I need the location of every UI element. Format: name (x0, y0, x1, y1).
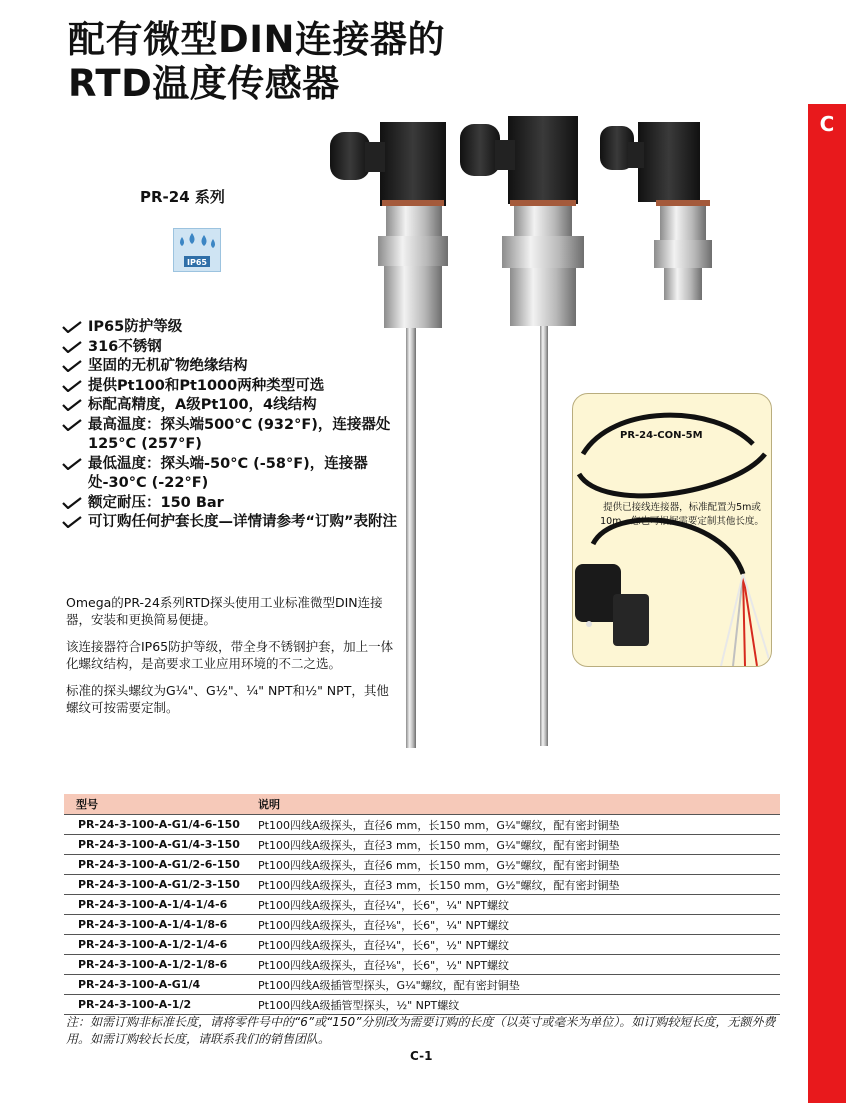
header-model: 型号 (64, 794, 246, 815)
checkmark-icon (62, 419, 82, 431)
checkmark-icon (62, 341, 82, 353)
title-line-1: 配有微型DIN连接器的 (68, 18, 445, 61)
paragraph: Omega的PR-24系列RTD探头使用工业标准微型DIN连接器，安装和更换简易便捷。 (66, 595, 383, 627)
table-row (64, 935, 780, 955)
model-cell: PR-24-3-100-A-1/4-1/4-6 (64, 895, 246, 915)
model-cell: PR-24-3-100-A-G1/4 (64, 975, 246, 995)
description-cell: Pt100四线A级探头，直径6 mm，长150 mm，G¼"螺纹，配有密封铜垫 (246, 815, 780, 835)
inset-description: 提供已接线连接器，标准配置为5m或10m。您也可根据需要定制其他长度。 (600, 502, 764, 527)
feature-item: 标配高精度，A级Pt100，4线结构 (62, 396, 402, 416)
table-note: 注：如需订购非标准长度，请将零件号中的“6”或“150”分别改为需要订购的长度（以英寸或毫米为单位）。如订购较短长度，无额外费用。如需订购较长长度，请联系我们的销售团队。 (66, 1015, 776, 1046)
checkmark-icon (62, 497, 82, 509)
description-cell: Pt100四线A级探头，直径⅛"，长6"，¼" NPT螺纹 (246, 915, 780, 935)
series-label: PR-24 系列 (140, 188, 225, 206)
water-drops-icon (174, 229, 220, 271)
paragraph: 标准的探头螺纹为G¼"、G½"、¼" NPT和½" NPT，其他螺纹可按需要定制。 (66, 683, 389, 715)
model-cell: PR-24-3-100-A-1/2 (64, 995, 246, 1015)
model-cell: PR-24-3-100-A-G1/2-3-150 (64, 875, 246, 895)
description-cell: Pt100四线A级探头，直径¼"，长6"，½" NPT螺纹 (246, 935, 780, 955)
description-cell: Pt100四线A级探头，直径3 mm，长150 mm，G¼"螺纹，配有密封铜垫 (246, 835, 780, 855)
feature-item: 提供Pt100和Pt1000两种类型可选 (62, 377, 402, 397)
header-description: 说明 (246, 794, 780, 815)
page-title (68, 18, 445, 106)
inset-label: PR-24-CON-5M (620, 430, 703, 441)
checkmark-icon (62, 516, 82, 528)
checkmark-icon (62, 380, 82, 392)
feature-list (62, 318, 402, 533)
paragraph: 该连接器符合IP65防护等级，带全身不锈钢护套，加上一体化螺纹结构，是高要求工业应用环境的不二之选。 (66, 639, 394, 671)
checkmark-icon (62, 399, 82, 411)
description-cell: Pt100四线A级插管型探头，½" NPT螺纹 (246, 995, 780, 1015)
model-cell: PR-24-3-100-A-1/2-1/4-6 (64, 935, 246, 955)
feature-item: 最高温度：探头端500°C (932°F)，连接器处125°C (257°F) (62, 416, 402, 455)
checkmark-icon (62, 458, 82, 470)
sensor-3 (600, 122, 712, 300)
table-header-row (64, 794, 780, 815)
table-row (64, 835, 780, 855)
table-row (64, 815, 780, 835)
table-row (64, 955, 780, 975)
sensor-2 (460, 116, 584, 746)
table-row (64, 875, 780, 895)
table-row (64, 895, 780, 915)
model-cell: PR-24-3-100-A-1/4-1/8-6 (64, 915, 246, 935)
checkmark-icon (62, 360, 82, 372)
title-line-2: RTD温度传感器 (68, 62, 340, 105)
badge-text: IP65 (187, 258, 207, 267)
feature-item: IP65防护等级 (62, 318, 402, 338)
model-cell: PR-24-3-100-A-1/2-1/8-6 (64, 955, 246, 975)
feature-item: 316不锈钢 (62, 338, 402, 358)
description-cell: Pt100四线A级插管型探头，G¼"螺纹，配有密封铜垫 (246, 975, 780, 995)
page-number: C-1 (410, 1049, 433, 1063)
description-cell: Pt100四线A级探头，直径¼"，长6"，¼" NPT螺纹 (246, 895, 780, 915)
table-row (64, 855, 780, 875)
table-row (64, 995, 780, 1015)
section-tab (808, 104, 846, 1103)
checkmark-icon (62, 321, 82, 333)
feature-item: 坚固的无机矿物绝缘结构 (62, 357, 402, 377)
model-cell: PR-24-3-100-A-G1/2-6-150 (64, 855, 246, 875)
section-tab-letter: C (819, 112, 835, 136)
model-cell: PR-24-3-100-A-G1/4-6-150 (64, 815, 246, 835)
description (66, 594, 396, 726)
table-row (64, 915, 780, 935)
feature-item: 可订购任何护套长度—详情请参考“订购”表附注 (62, 513, 402, 533)
feature-item: 额定耐压：150 Bar (62, 494, 402, 514)
table-row (64, 975, 780, 995)
feature-item: 最低温度：探头端-50°C (-58°F)，连接器处-30°C (-22°F) (62, 455, 402, 494)
description-cell: Pt100四线A级探头，直径6 mm，长150 mm，G½"螺纹，配有密封铜垫 (246, 855, 780, 875)
description-cell: Pt100四线A级探头，直径⅛"，长6"，½" NPT螺纹 (246, 955, 780, 975)
description-cell: Pt100四线A级探头，直径3 mm，长150 mm，G½"螺纹，配有密封铜垫 (246, 875, 780, 895)
ip65-badge (173, 228, 221, 272)
ordering-table (64, 794, 780, 1015)
model-cell: PR-24-3-100-A-G1/4-3-150 (64, 835, 246, 855)
